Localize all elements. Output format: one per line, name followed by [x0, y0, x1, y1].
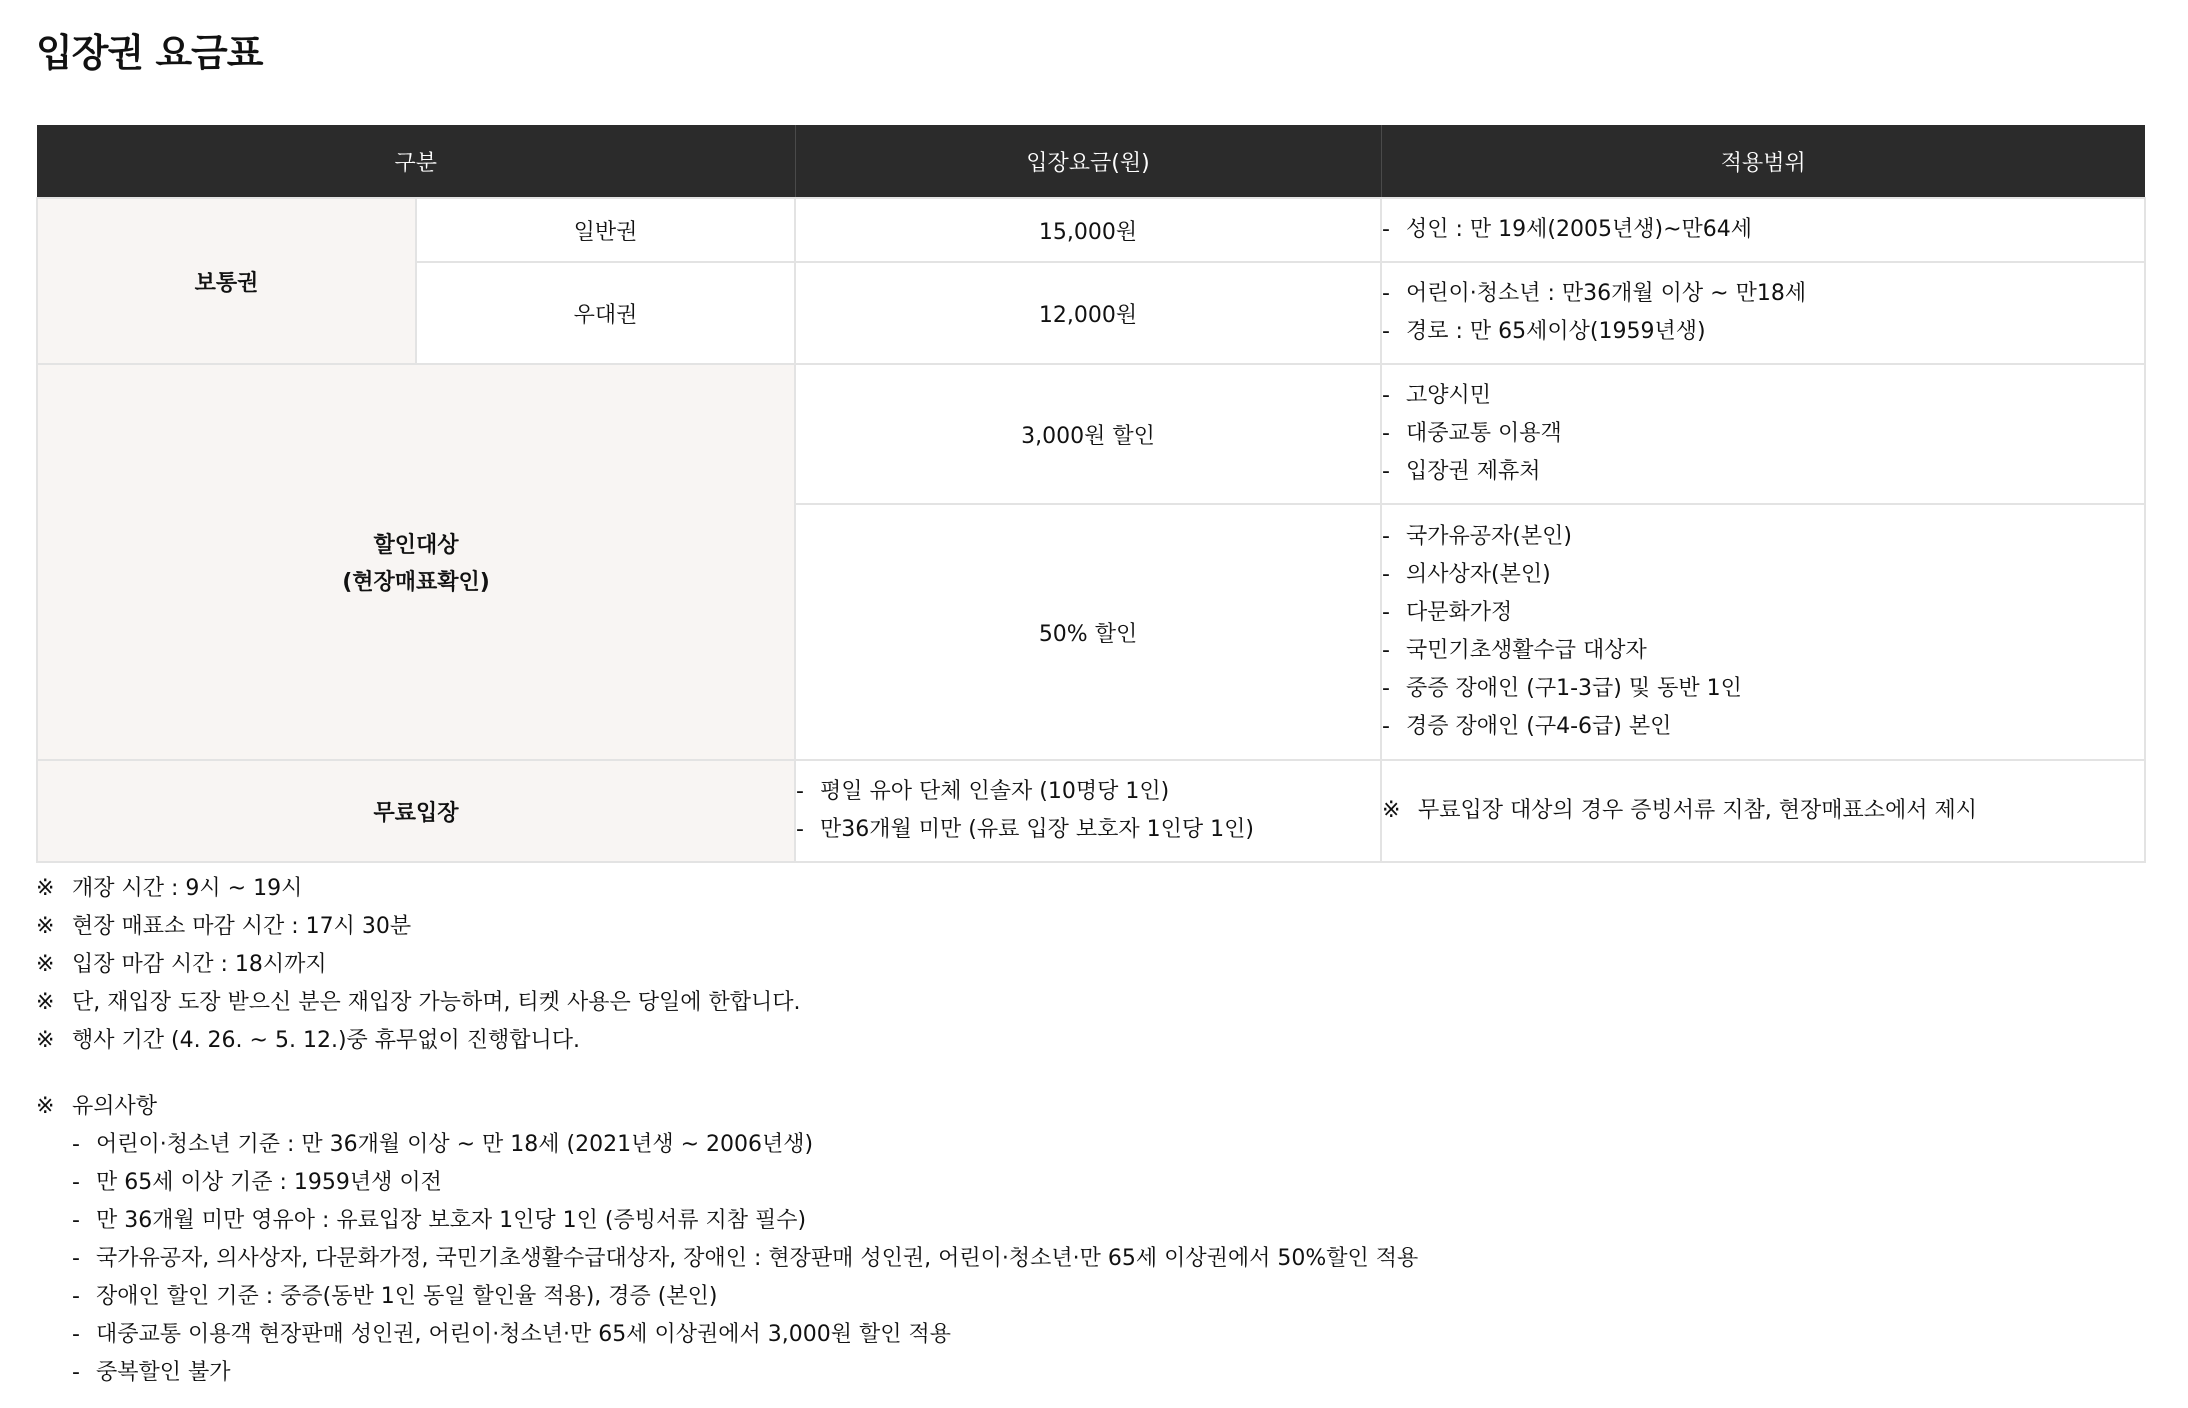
caution-item: - 어린이·청소년 기준 : 만 36개월 이상 ~ 만 18세 (2021년생 ~ 2006년생) [72, 1132, 814, 1157]
note-item: ※ 행사 기간 (4. 26. ~ 5. 12.)중 휴무없이 진행합니다. [36, 1022, 1418, 1060]
list-item: - 고양시민 [1382, 383, 1492, 408]
general-ticket-scope [1381, 198, 2145, 262]
discount-ticket-name: 우대권 [416, 262, 795, 364]
discount-3000-scope [1381, 364, 2145, 504]
note-item: ※ 현장 매표소 마감 시간 : 17시 30분 [36, 908, 1418, 946]
free-entry-category: 무료입장 [37, 760, 795, 862]
regular-category: 보통권 [37, 198, 416, 364]
admission-fee-table [36, 125, 2146, 863]
discount-target-label: 할인대상 [373, 533, 459, 558]
note-item: ※ 단, 재입장 도장 받으신 분은 재입장 가능하며, 티켓 사용은 당일에 한합니다. [36, 984, 1418, 1022]
note-mark-icon: ※ [36, 876, 55, 901]
caution-item: - 국가유공자, 의사상자, 다문화가정, 국민기초생활수급대상자, 장애인 : 현장판매 성인권, 어린이·청소년·만 65세 이상권에서 50%할인 적용 [72, 1246, 1419, 1271]
header-category: 구분 [37, 125, 795, 198]
note-mark-icon: ※ [1382, 798, 1401, 823]
list-item: - 만36개월 미만 (유료 입장 보호자 1인당 1인) [796, 817, 1254, 842]
caution-item: - 중복할인 불가 [72, 1360, 231, 1385]
list-item: - 국민기초생활수급 대상자 [1382, 638, 1647, 663]
list-item: - 경증 장애인 (구4-6급) 본인 [1382, 714, 1672, 739]
caution-item: - 만 36개월 미만 영유아 : 유료입장 보호자 1인당 1인 (증빙서류 지참 필수) [72, 1208, 807, 1233]
table-row [37, 760, 2145, 862]
caution-item: - 대중교통 이용객 현장판매 성인권, 어린이·청소년·만 65세 이상권에서 3,000원 할인 적용 [72, 1322, 951, 1347]
discount-target-category [37, 364, 795, 760]
discount-ticket-price: 12,000원 [795, 262, 1381, 364]
note-mark-icon: ※ [36, 990, 55, 1015]
general-ticket-price: 15,000원 [795, 198, 1381, 262]
list-item: - 성인 : 만 19세(2005년생)~만64세 [1382, 217, 1752, 242]
list-item: - 어린이·청소년 : 만36개월 이상 ~ 만18세 [1382, 281, 1807, 306]
discount-50-price: 50% 할인 [795, 504, 1381, 760]
list-item: - 대중교통 이용객 [1382, 421, 1562, 446]
list-item: - 다문화가정 [1382, 600, 1513, 625]
list-item: - 국가유공자(본인) [1382, 524, 1572, 549]
note-mark-icon: ※ [36, 914, 55, 939]
discount-3000-price: 3,000원 할인 [795, 364, 1381, 504]
discount-50-scope [1381, 504, 2145, 760]
list-item: - 의사상자(본인) [1382, 562, 1551, 587]
note-mark-icon: ※ [36, 952, 55, 977]
header-scope: 적용범위 [1381, 125, 2145, 198]
caution-item: - 만 65세 이상 기준 : 1959년생 이전 [72, 1170, 442, 1195]
list-item: - 중증 장애인 (구1-3급) 및 동반 1인 [1382, 676, 1742, 701]
general-ticket-name: 일반권 [416, 198, 795, 262]
notes-section [36, 870, 1418, 1392]
note-item: ※ 입장 마감 시간 : 18시까지 [36, 946, 1418, 984]
caution-item: - 장애인 할인 기준 : 중증(동반 1인 동일 할인율 적용), 경증 (본인) [72, 1284, 718, 1309]
note-mark-icon: ※ [36, 1028, 55, 1053]
list-item: - 입장권 제휴처 [1382, 459, 1541, 484]
free-entry-conditions [795, 760, 1381, 862]
free-entry-note: ※ 무료입장 대상의 경우 증빙서류 지참, 현장매표소에서 제시 [1381, 760, 2145, 862]
table-row [37, 364, 2145, 504]
page-title: 입장권 요금표 [36, 31, 263, 75]
note-mark-icon: ※ [36, 1094, 55, 1119]
list-item: - 경로 : 만 65세이상(1959년생) [1382, 319, 1706, 344]
header-price: 입장요금(원) [795, 125, 1381, 198]
cautions-title: ※ 유의사항 [36, 1088, 1418, 1126]
list-item: - 평일 유아 단체 인솔자 (10명당 1인) [796, 779, 1170, 804]
discount-ticket-scope [1381, 262, 2145, 364]
discount-target-sublabel: (현장매표확인) [342, 570, 490, 595]
note-item: ※ 개장 시간 : 9시 ~ 19시 [36, 870, 1418, 908]
table-header-row [37, 125, 2145, 198]
table-row [37, 198, 2145, 262]
